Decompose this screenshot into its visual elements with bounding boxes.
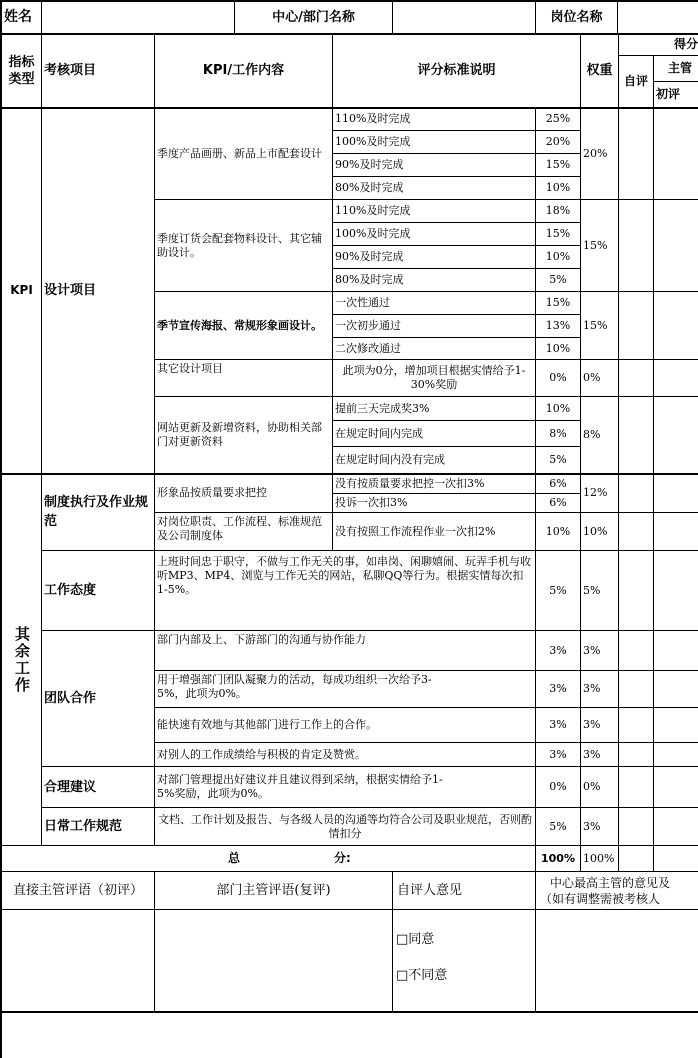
kpi-row1-c1: 110%及时完成 [333, 108, 536, 131]
other-type [2, 474, 42, 846]
other-g4-r1-weight: 0% [581, 767, 619, 808]
kpi-row3-c3: 二次修改通过 [333, 338, 536, 360]
other-g3-r1-manager[interactable] [654, 631, 698, 671]
name-value[interactable] [42, 2, 235, 34]
other-g2-r1-pct: 5% [536, 551, 581, 631]
col-type: 指标类型 [2, 34, 42, 108]
footer-blank-row [2, 1012, 698, 1058]
other-g3-r2-manager[interactable] [654, 671, 698, 708]
kpi-row4-c1: 此项为0分，增加项目根据实情给予1-30%奖励 [333, 360, 536, 397]
rule-under-columns [0, 107, 698, 109]
total-label-2: 分: [334, 851, 351, 865]
other-g1-r2-manager[interactable] [654, 513, 698, 551]
other-g3-r4-weight: 3% [581, 743, 619, 767]
other-g5-r1-content: 文档、工作计划及报告、与各级人员的沟通等均符合公司及职业规范，否则酌情扣分 [155, 808, 536, 846]
other-g2-r1-self[interactable] [619, 551, 654, 631]
kpi-row5-weight: 8% [581, 397, 619, 474]
other-g1-r2-c1: 没有按照工作流程作业一次扣2% [333, 513, 536, 551]
kpi-row1-p1: 25% [536, 108, 581, 131]
name-label: 姓名 [2, 2, 42, 34]
other-g4-r1-content [155, 767, 536, 808]
kpi-row2-p2: 15% [536, 223, 581, 246]
kpi-row5-p1: 10% [536, 397, 581, 421]
other-g1-r2-p1: 10% [536, 513, 581, 551]
kpi-row3-p2: 13% [536, 315, 581, 338]
kpi-row1-p2: 20% [536, 131, 581, 154]
footer-center-label [536, 872, 698, 910]
kpi-row2-c2: 100%及时完成 [333, 223, 536, 246]
kpi-row2-content: 季度订货会配套物料设计、其它辅助设计。 [155, 200, 333, 292]
other-g1-r2-weight: 10% [581, 513, 619, 551]
kpi-row4-weight: 0% [581, 360, 619, 397]
footer-center-line1: 中心最高主管的意见及 [550, 875, 671, 890]
kpi-row5-p3: 5% [536, 447, 581, 474]
footer-center-line2: （如有调整需被考核人 [540, 891, 661, 906]
total-weight: 100% [581, 846, 619, 872]
kpi-row2-c1: 110%及时完成 [333, 200, 536, 223]
other-g4-r1-manager[interactable] [654, 767, 698, 808]
kpi-row5-p2: 8% [536, 421, 581, 447]
footer-self-label: 自评人意见 [393, 872, 536, 910]
other-g1-r2-content: 对岗位职责、工作流程、标准规范及公司制度体 [155, 513, 333, 551]
kpi-row3-self[interactable] [619, 292, 654, 360]
col-self: 自评 [619, 56, 654, 108]
kpi-item: 设计项目 [42, 108, 155, 474]
other-g5-r1-pct: 5% [536, 808, 581, 846]
other-g3-r3-pct: 3% [536, 708, 581, 743]
other-g3-r4-content: 对别人的工作成绩给与积极的肯定及赞赏。 [155, 743, 536, 767]
footer-self-box [393, 910, 536, 1012]
other-g1-r1-manager[interactable] [654, 474, 698, 513]
kpi-row5-c1: 提前三天完成奖3% [333, 397, 536, 421]
disagree-checkbox[interactable]: □不同意 [396, 968, 448, 983]
kpi-row1-content: 季度产品画册、新品上市配套设计 [155, 108, 333, 200]
rule-under-header [0, 33, 698, 35]
post-label: 岗位名称 [536, 2, 618, 34]
other-g1-r2-self[interactable] [619, 513, 654, 551]
kpi-row2-p1: 18% [536, 200, 581, 223]
footer-dept-label: 部门主管评语(复评) [155, 872, 393, 910]
kpi-row1-manager[interactable] [654, 108, 698, 200]
post-value[interactable] [618, 2, 698, 34]
other-g3-r4-manager[interactable] [654, 743, 698, 767]
other-g4-r1-self[interactable] [619, 767, 654, 808]
kpi-row3-manager[interactable] [654, 292, 698, 360]
other-g5-r1-self[interactable] [619, 808, 654, 846]
other-g2-r1-weight: 5% [581, 551, 619, 631]
kpi-row5-content: 网站更新及新增资料，协助相关部门对更新资料 [155, 397, 333, 474]
other-g3-r1-content: 部门内部及上、下游部门的沟通与协作能力 [155, 631, 536, 671]
kpi-row1-weight: 20% [581, 108, 619, 200]
col-first: 初评 [654, 82, 698, 108]
col-score: 得分 [619, 34, 698, 56]
other-g5-r1-manager[interactable] [654, 808, 698, 846]
rule-above-footer-blank [0, 1011, 698, 1013]
other-g4-r1-pct: 0% [536, 767, 581, 808]
kpi-row3-p1: 15% [536, 292, 581, 315]
kpi-row3-c1: 一次性通过 [333, 292, 536, 315]
other-g3-r1-self[interactable] [619, 631, 654, 671]
col-weight: 权重 [581, 34, 619, 108]
kpi-row4-content: 其它设计项目 [155, 360, 333, 397]
kpi-row1-p4: 10% [536, 177, 581, 200]
footer-center-box[interactable] [536, 910, 698, 1012]
other-g3-r2-self[interactable] [619, 671, 654, 708]
kpi-row2-c4: 80%及时完成 [333, 269, 536, 292]
kpi-row3-c2: 一次初步通过 [333, 315, 536, 338]
kpi-row1-p3: 15% [536, 154, 581, 177]
other-g2-r1-manager[interactable] [654, 551, 698, 631]
other-g5-r1-weight: 3% [581, 808, 619, 846]
other-g1-r1-c1: 没有按质量要求把控一次扣3% [333, 474, 536, 494]
col-manager: 主管 [654, 56, 698, 82]
kpi-row1-c3: 90%及时完成 [333, 154, 536, 177]
footer-direct-box[interactable] [2, 910, 155, 1012]
kpi-row4-p1: 0% [536, 360, 581, 397]
other-g1-r1-content: 形象品按质量要求把控 [155, 474, 333, 513]
dept-value[interactable] [393, 2, 536, 34]
other-g1-r1-p1: 6% [536, 474, 581, 494]
total-label [2, 846, 536, 872]
other-g3-r3-manager[interactable] [654, 708, 698, 743]
other-g1-item: 制度执行及作业规范 [42, 474, 155, 551]
other-g1-r1-weight: 12% [581, 474, 619, 513]
col-item: 考核项目 [42, 34, 155, 108]
other-g3-r2-content [155, 671, 536, 708]
kpi-row5-manager[interactable] [654, 397, 698, 474]
other-g3-r4-self[interactable] [619, 743, 654, 767]
kpi-row4-self[interactable] [619, 360, 654, 397]
other-g3-r3-content: 能快速有效地与其他部门进行工作上的合作。 [155, 708, 536, 743]
kpi-row3-weight: 15% [581, 292, 619, 360]
kpi-row2-p3: 10% [536, 246, 581, 269]
other-g1-r1-c2: 投诉一次扣3% [333, 494, 536, 513]
kpi-row2-manager[interactable] [654, 200, 698, 292]
other-g2-item: 工作态度 [42, 551, 155, 631]
other-g1-r1-self[interactable] [619, 474, 654, 513]
kpi-row5-c3: 在规定时间内没有完成 [333, 447, 536, 474]
kpi-row3-content: 季节宣传海报、常规形象画设计。 [155, 292, 333, 360]
total-label-1: 总 [228, 851, 241, 865]
other-type-text: 其余工作 [13, 625, 31, 694]
col-kpi: KPI/工作内容 [155, 34, 333, 108]
kpi-row2-self[interactable] [619, 200, 654, 292]
footer-dept-box[interactable] [155, 910, 393, 1012]
other-g1-r1-p2: 6% [536, 494, 581, 513]
other-g3-r1-weight: 3% [581, 631, 619, 671]
other-g4-item: 合理建议 [42, 767, 155, 808]
footer-direct-label: 直接主管评语（初评） [2, 872, 155, 910]
other-g4-r1-text: 对部门管理提出好建议并且建议得到采纳，根据实情给予1-5%奖励，此项为0%。 [157, 773, 443, 800]
agree-checkbox[interactable]: □同意 [396, 932, 435, 947]
dept-label: 中心/部门名称 [235, 2, 393, 34]
other-g3-r4-pct: 3% [536, 743, 581, 767]
kpi-row4-manager[interactable] [654, 360, 698, 397]
kpi-row2-weight: 15% [581, 200, 619, 292]
kpi-row2-c3: 90%及时完成 [333, 246, 536, 269]
kpi-row3-p3: 10% [536, 338, 581, 360]
kpi-row2-p4: 5% [536, 269, 581, 292]
total-pct: 100% [536, 846, 581, 872]
other-g3-r3-weight: 3% [581, 708, 619, 743]
kpi-row5-self[interactable] [619, 397, 654, 474]
total-manager[interactable] [654, 846, 698, 872]
kpi-type: KPI [2, 108, 42, 474]
other-g3-r2-weight: 3% [581, 671, 619, 708]
other-g5-item: 日常工作规范 [42, 808, 155, 846]
kpi-row5-c2: 在规定时间内完成 [333, 421, 536, 447]
col-criteria: 评分标准说明 [333, 34, 581, 108]
kpi-row1-c2: 100%及时完成 [333, 131, 536, 154]
kpi-row1-c4: 80%及时完成 [333, 177, 536, 200]
other-g3-r1-pct: 3% [536, 631, 581, 671]
other-g3-r2-pct: 3% [536, 671, 581, 708]
other-g3-r2-text: 用于增强部门团队凝聚力的活动，每成功组织一次给予3-5%，此项为0%。 [157, 673, 432, 700]
other-g3-item: 团队合作 [42, 631, 155, 767]
other-g2-r1-content: 上班时间忠于职守，不做与工作无关的事，如串岗、闲聊嬉闹、玩弄手机与收听MP3、MP4、浏览与工作无关的网站，私聊QQ等行为。根据实情每次扣1-5%。 [155, 551, 536, 631]
rule-under-kpi [0, 473, 698, 475]
other-g3-r3-self[interactable] [619, 708, 654, 743]
kpi-row1-self[interactable] [619, 108, 654, 200]
total-self[interactable] [619, 846, 654, 872]
